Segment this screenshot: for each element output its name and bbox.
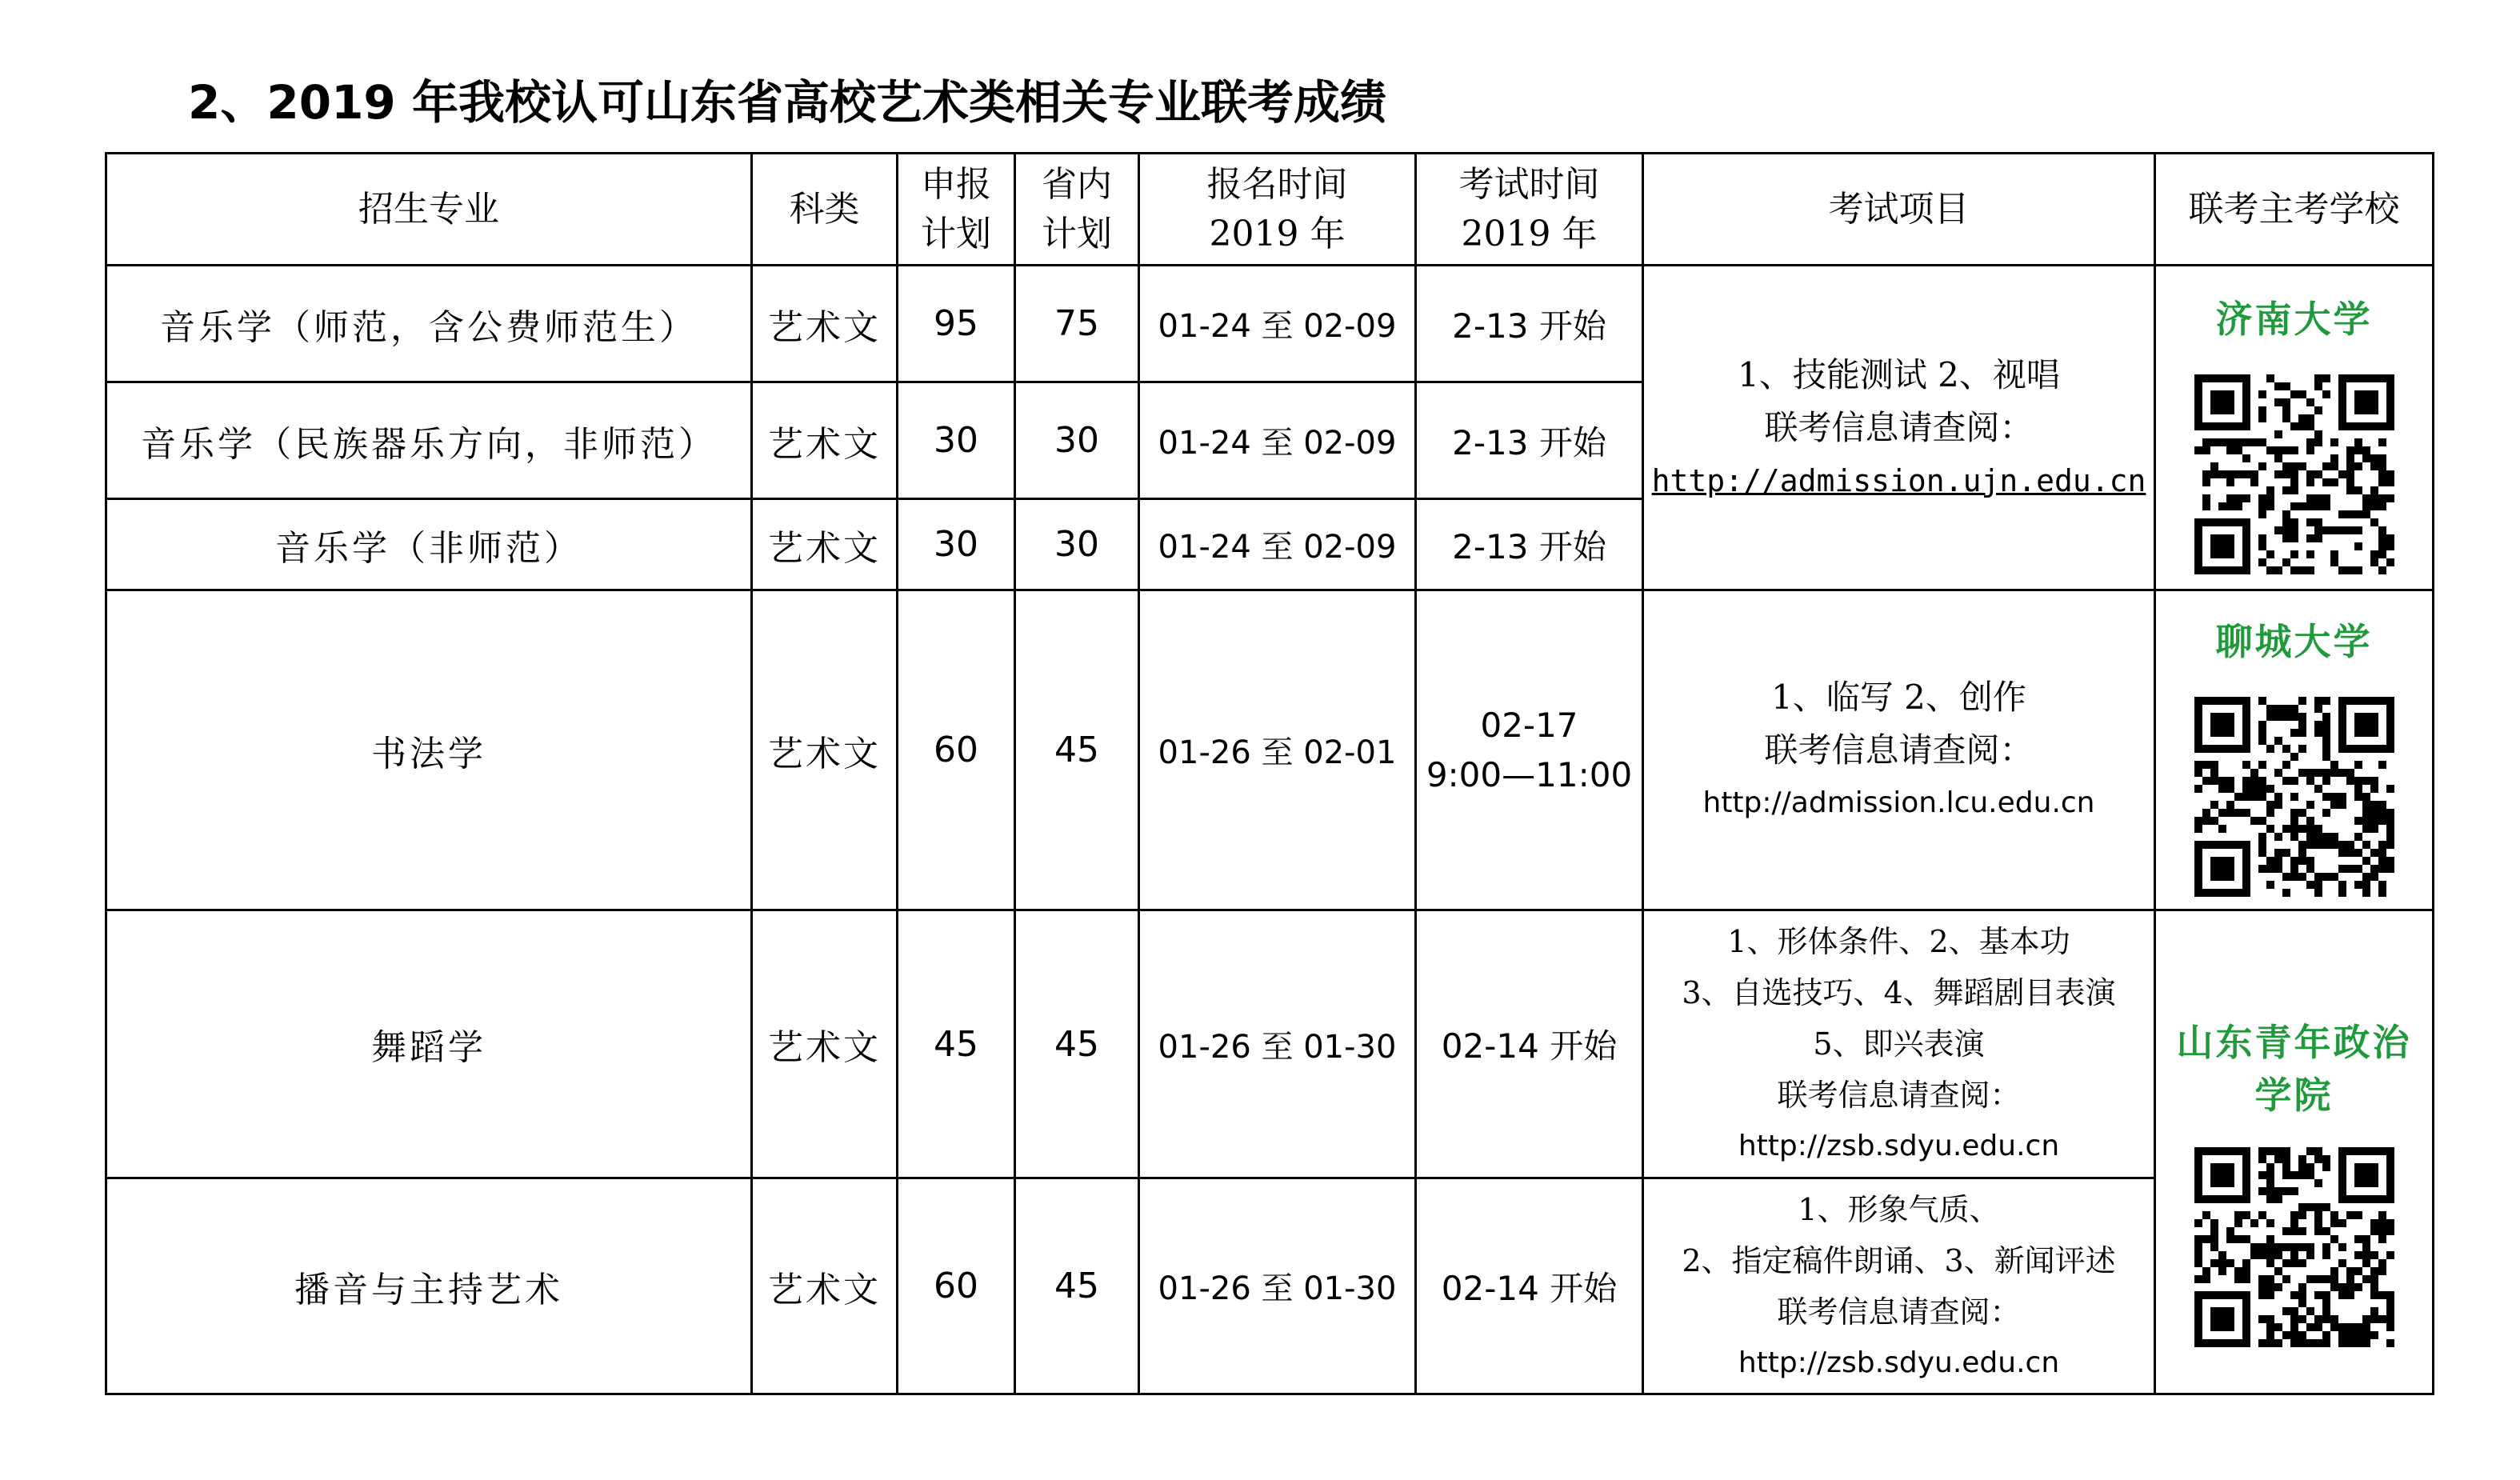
major-cell: 音乐学（民族器乐方向，非师范） [106, 382, 752, 499]
header-school: 联考主考学校 [2155, 154, 2434, 266]
major-cell: 播音与主持艺术 [106, 1178, 752, 1394]
header-plan-line2: 计划 [921, 213, 991, 254]
header-registration [1139, 154, 1416, 266]
exam-time-cell: 2-13 开始 [1416, 499, 1643, 590]
qr-code-icon [2194, 697, 2394, 897]
province-plan-cell: 30 [1015, 382, 1139, 499]
header-province-plan [1015, 154, 1139, 266]
plan-cell: 95 [898, 266, 1015, 382]
qr-code-icon [2194, 374, 2394, 574]
exam-date: 02-17 [1480, 705, 1578, 745]
plan-cell: 45 [898, 910, 1015, 1178]
admission-table [105, 152, 2434, 1395]
category-cell: 艺术文 [752, 499, 898, 590]
province-plan-cell: 45 [1015, 1178, 1139, 1394]
exam-time-cell: 02-14 开始 [1416, 910, 1643, 1178]
registration-cell: 01-26 至 01-30 [1139, 1178, 1416, 1394]
items-line: 3、自选技巧、4、舞蹈剧目表演 [1682, 975, 2116, 1010]
page-title: 2、2019 年我校认可山东省高校艺术类相关专业联考成绩 [188, 75, 1386, 130]
province-plan-cell: 45 [1015, 910, 1139, 1178]
table-row [106, 910, 2434, 1178]
category-cell: 艺术文 [752, 1178, 898, 1394]
items-url-link[interactable]: http://zsb.sdyu.edu.cn [1738, 1346, 2060, 1379]
header-row [106, 154, 2434, 266]
plan-cell: 60 [898, 1178, 1015, 1394]
header-reg-line2: 2019 年 [1209, 213, 1346, 254]
exam-time-cell: 2-13 开始 [1416, 382, 1643, 499]
registration-cell: 01-24 至 02-09 [1139, 499, 1416, 590]
school-name-line2: 学院 [2254, 1074, 2334, 1117]
items-cell-calligraphy [1643, 590, 2155, 910]
items-line: 5、即兴表演 [1813, 1026, 1985, 1062]
registration-cell: 01-24 至 02-09 [1139, 266, 1416, 382]
items-line: 联考信息请查阅： [1764, 730, 2034, 770]
table-row [106, 1178, 2434, 1394]
school-cell-lcu [2155, 590, 2434, 910]
exam-hours: 9:00—11:00 [1426, 754, 1633, 794]
registration-cell: 01-26 至 01-30 [1139, 910, 1416, 1178]
header-major: 招生专业 [106, 154, 752, 266]
school-cell-sdyu [2155, 910, 2434, 1394]
items-line: 联考信息请查阅： [1777, 1294, 2021, 1330]
header-category: 科类 [752, 154, 898, 266]
major-cell: 音乐学（非师范） [106, 499, 752, 590]
items-line: 联考信息请查阅： [1777, 1078, 2021, 1113]
province-plan-cell: 45 [1015, 590, 1139, 910]
header-plan [898, 154, 1015, 266]
items-cell-dance [1643, 910, 2155, 1178]
header-exam-time [1416, 154, 1643, 266]
items-line: 1、临写 2、创作 [1771, 677, 2026, 717]
header-province-line1: 省内 [1042, 163, 1112, 205]
header-exam-line2: 2019 年 [1461, 213, 1598, 254]
category-cell: 艺术文 [752, 382, 898, 499]
items-url-link[interactable]: http://zsb.sdyu.edu.cn [1738, 1130, 2060, 1162]
province-plan-cell: 75 [1015, 266, 1139, 382]
plan-cell: 60 [898, 590, 1015, 910]
items-line: 1、形体条件、2、基本功 [1727, 924, 2070, 959]
items-cell-music [1643, 266, 2155, 590]
items-url-link[interactable]: http://admission.ujn.edu.cn [1651, 462, 2146, 498]
items-line: 联考信息请查阅： [1764, 407, 2034, 447]
qr-code-icon [2194, 1147, 2394, 1347]
major-cell: 舞蹈学 [106, 910, 752, 1178]
major-cell: 书法学 [106, 590, 752, 910]
table-row [106, 590, 2434, 910]
school-name: 济南大学 [2215, 297, 2373, 341]
header-items: 考试项目 [1643, 154, 2155, 266]
category-cell: 艺术文 [752, 266, 898, 382]
category-cell: 艺术文 [752, 590, 898, 910]
items-cell-broadcast [1643, 1178, 2155, 1394]
province-plan-cell: 30 [1015, 499, 1139, 590]
items-line: 2、指定稿件朗诵、3、新闻评述 [1682, 1242, 2116, 1278]
school-name-line1: 山东青年政治 [2176, 1021, 2412, 1064]
header-province-line2: 计划 [1042, 213, 1112, 254]
major-cell: 音乐学（师范，含公费师范生） [106, 266, 752, 382]
school-cell-ujn [2155, 266, 2434, 590]
category-cell: 艺术文 [752, 910, 898, 1178]
plan-cell: 30 [898, 499, 1015, 590]
header-plan-line1: 申报 [921, 163, 991, 205]
items-url-link[interactable]: http://admission.lcu.edu.cn [1702, 786, 2095, 819]
exam-time-cell [1416, 590, 1643, 910]
table-row [106, 266, 2434, 382]
header-reg-line1: 报名时间 [1206, 163, 1348, 205]
items-line: 1、技能测试 2、视唱 [1738, 354, 2060, 394]
plan-cell: 30 [898, 382, 1015, 499]
exam-time-cell: 02-14 开始 [1416, 1178, 1643, 1394]
school-name: 聊城大学 [2215, 619, 2373, 663]
header-exam-line1: 考试时间 [1458, 163, 1600, 205]
exam-time-cell: 2-13 开始 [1416, 266, 1643, 382]
items-line: 1、形象气质、 [1798, 1191, 2000, 1227]
registration-cell: 01-24 至 02-09 [1139, 382, 1416, 499]
registration-cell: 01-26 至 02-01 [1139, 590, 1416, 910]
